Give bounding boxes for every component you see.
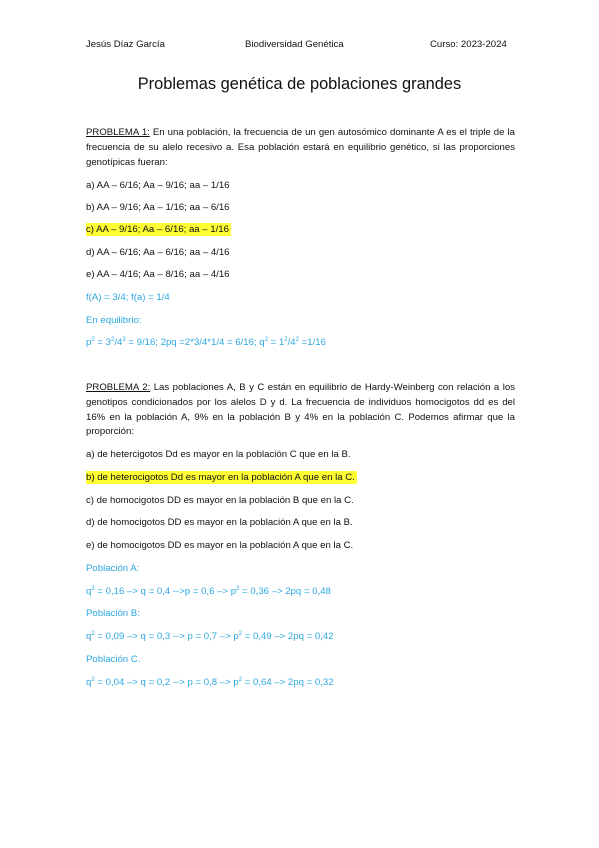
problem1-option-a: a) AA – 6/16; Aa – 9/16; aa – 1/16: [86, 180, 230, 191]
problem1-option-d: d) AA – 6/16; Aa – 6/16; aa – 4/16: [86, 247, 230, 258]
header-subject: Biodiversidad Genética: [245, 39, 344, 50]
problem1-option-b: b) AA – 9/16; Aa – 1/16; aa – 6/16: [86, 202, 230, 213]
problem1-equilibrium-label: En equilibrio:: [86, 315, 142, 326]
population-c-calculation: $q^2 = 0,04 -> q = 0,2$ --> $p = 0,8 -> p^2 = 0,64 -> 2pq = 0,32$: [86, 676, 334, 688]
answer-highlight: c) AA – 9/16; Aa – 6/16; aa – 1/16: [86, 224, 229, 235]
header-course: Curso: 2023-2024: [430, 39, 507, 50]
problem1-text: En una población, la frecuencia de un gen autosómico dominante A es el triple de la frecuencia de su alelo recesivo a. Esa población estará en equilibrio genético, si las proporciones genotípicas fueran:: [86, 127, 515, 168]
problem1-option-c-correct: [86, 223, 231, 237]
problem2-option-e: e) de homocigotos DD es mayor en la población A que en la C.: [86, 540, 354, 551]
answer-highlight: b) de heterocigotos Dd es mayor en la población A que en la C.: [86, 472, 355, 483]
problem2-statement: [86, 381, 515, 440]
problem1-option-e: e) AA – 4/16; Aa – 8/16; aa – 4/16: [86, 269, 230, 280]
population-a-label: Población A:: [86, 563, 140, 574]
problem1-frequencies: f(A) = 3/4; f(a) = 1/4: [86, 292, 170, 303]
problem2-option-b-correct: [86, 471, 357, 485]
population-b-calculation: $q^2 = 0,09 -> q = 0,3$ --> $p = 0,7 -> p^2 = 0,49 -> 2pq = 0,42$: [86, 630, 334, 642]
problem2-label: PROBLEMA 2:: [86, 382, 151, 393]
population-c-label: Población C.: [86, 654, 141, 665]
population-a-calculation: $q^2 = 0,16 -> q = 0,4$ $-->p = 0,6 -> p^2 = 0,36 -> 2pq = 0,48$: [86, 585, 331, 597]
problem2-text: Las poblaciones A, B y C están en equilibrio de Hardy-Weinberg con relación a los genotipos condicionados por los alelos D y d. La frecuencia de individuos homocigotos dd es del 16% en la población A, 9% en la población B y 4% en la población C. Podemos afirmar que la proporción:: [86, 382, 515, 438]
population-b-label: Población B:: [86, 608, 140, 619]
problem1-label: PROBLEMA 1:: [86, 127, 150, 138]
problem1-statement: [86, 126, 515, 170]
header-author: Jesús Díaz García: [86, 39, 165, 50]
problem2-option-d: d) de homocigotos DD es mayor en la población A que en la B.: [86, 517, 353, 528]
problem2-option-c: c) de homocigotos DD es mayor en la población B que en la C.: [86, 495, 354, 506]
problem1-calculation: $p^2 = 3^2/4^2 = 9/16$; 2pq =2*3/4*1/4 = 6/16; $q^2 = 1^2/4^2 =1/16$: [86, 336, 326, 348]
problem2-option-a: a) de hetercigotos Dd es mayor en la población C que en la B.: [86, 449, 351, 460]
page-title: Problemas genética de poblaciones grandes: [137, 75, 462, 93]
